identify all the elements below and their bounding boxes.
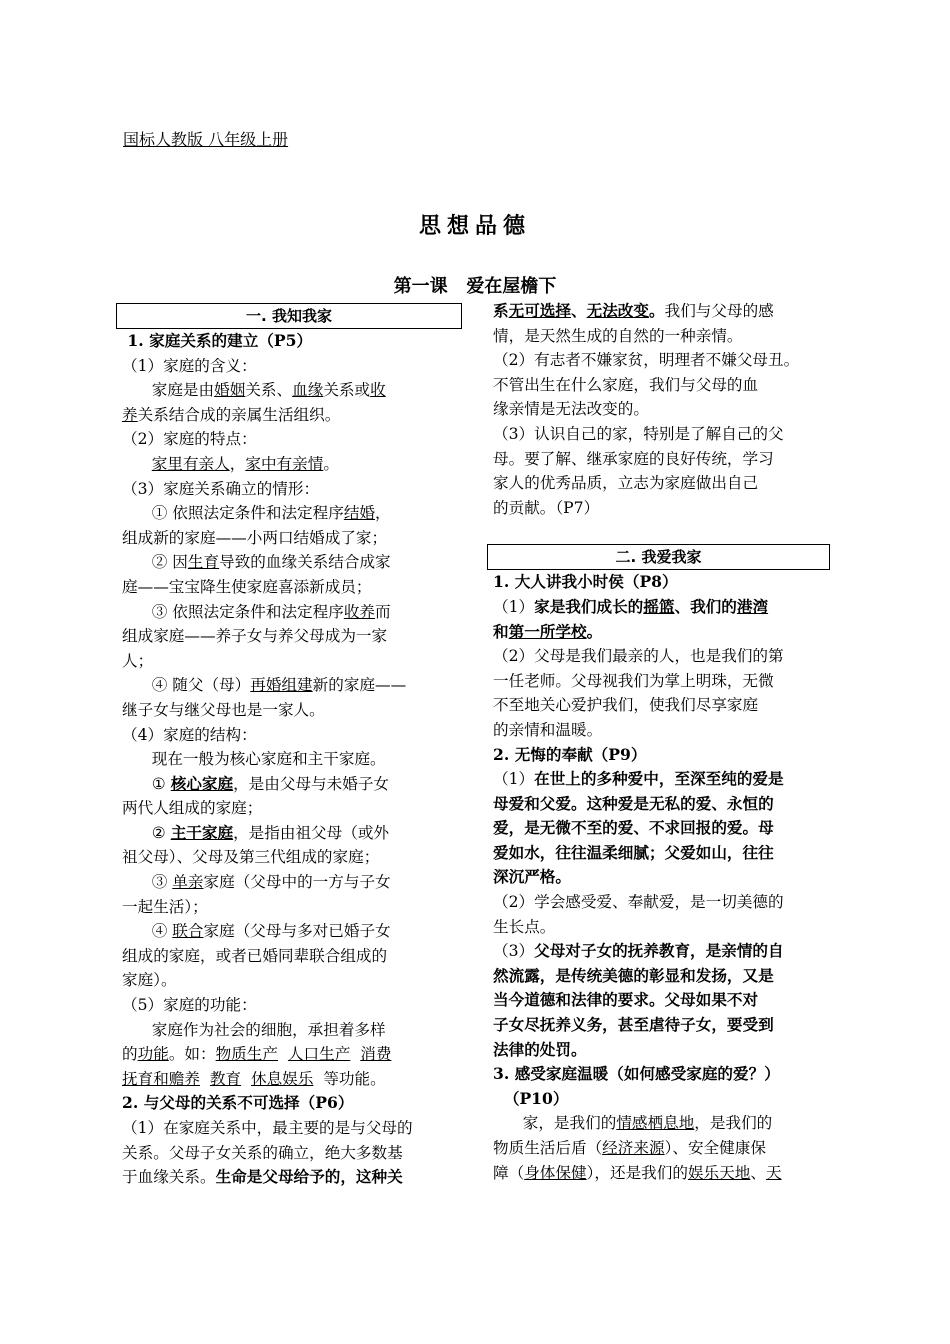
text-line [493, 792, 838, 817]
text-line [122, 624, 462, 649]
text-line [122, 378, 462, 403]
text-run: 功能 [137, 1045, 169, 1064]
text-run: 婚姻 [214, 381, 246, 400]
text-line [493, 570, 838, 595]
text-line [122, 452, 462, 477]
text-run: 无法改变 [586, 301, 649, 320]
text-line [493, 669, 838, 694]
text-line [493, 397, 838, 422]
left-column [122, 303, 462, 1190]
text-line [493, 496, 838, 521]
section-title-box: 二. 我爱我家 [487, 544, 830, 570]
text-line [122, 968, 462, 993]
text-run: 人口生产 [287, 1045, 351, 1064]
text-line [122, 403, 462, 428]
section-title-box: 一. 我知我家 [116, 303, 462, 329]
text-line [122, 870, 462, 895]
text-run: 娱乐天地 [687, 1163, 751, 1182]
text-run: 教育 [209, 1069, 242, 1088]
text-run: 港湾 [736, 596, 769, 616]
text-line [122, 501, 462, 526]
text-run: 不管出生在什么家庭，我们与父母的血 [493, 375, 759, 394]
text-line [493, 1111, 838, 1136]
text-run: 关系结合成的亲属生活组织。 [137, 405, 341, 424]
text-line [493, 1038, 838, 1063]
text-run [350, 1045, 360, 1063]
text-line [122, 550, 462, 575]
text-run: （1）家庭的含义： [122, 356, 257, 375]
text-run: 在世上的多种爱中，至深至纯的爱是 [534, 769, 784, 789]
text-line [122, 1067, 462, 1092]
text-line [493, 644, 838, 669]
text-run: 关系或 [323, 381, 371, 400]
text-run: 经济来源 [602, 1139, 665, 1157]
text-run: 一任老师。父母视我们为掌上明珠，无微 [493, 671, 774, 690]
text-line [122, 796, 462, 821]
text-run: 新的家庭—— [312, 676, 407, 695]
text-run: 等功能。 [313, 1069, 386, 1088]
text-run: 。 [649, 301, 665, 320]
text-run: 深沉严格。 [493, 867, 571, 887]
text-run: （2）家庭的特点： [122, 430, 257, 449]
text-line [493, 841, 838, 866]
text-run: ，是指由祖父母（或外 [233, 823, 390, 842]
text-run: 、 [750, 1163, 766, 1182]
text-run: 家，是我们的 [493, 1114, 617, 1133]
text-run: 、 [571, 301, 587, 320]
text-run: 。 [323, 454, 339, 473]
right-text-lines-a [493, 299, 838, 520]
text-run: 然流露，是传统美德的彰显和发扬，又是 [493, 965, 774, 985]
text-run: （2）有志者不嫌家贫，明理者不嫌父母丑。 [493, 351, 800, 370]
text-run: 组成新的家庭——小两口结婚成了家； [122, 528, 388, 547]
text-run: 情感栖息地 [616, 1114, 695, 1133]
text-run: 收养 [343, 602, 376, 621]
text-run: （2）父母是我们最亲的人，也是我们的第 [493, 647, 784, 666]
text-line [493, 422, 838, 447]
text-run: 继子女与继父母也是一家人。 [122, 700, 325, 719]
text-line [122, 1042, 462, 1067]
text-line [122, 649, 462, 674]
text-run: ）、安全健康保 [664, 1139, 766, 1157]
text-run: 一起生活）； [122, 897, 208, 916]
text-run: ， [375, 504, 391, 523]
text-line [493, 1087, 838, 1112]
text-line [122, 1018, 462, 1043]
text-line [122, 772, 462, 797]
text-run: 的贡献。（P7） [493, 498, 600, 517]
text-run: 关系。父母子女关系的确立，绝大多数基 [122, 1143, 403, 1162]
text-run: 爱如水，往往温柔细腻；父爱如山，往往 [493, 842, 774, 862]
text-run: 子女尽抚养义务，甚至虐待子女，要受到 [493, 1015, 774, 1035]
text-line [493, 1062, 838, 1087]
text-run: 血缘 [292, 381, 324, 400]
text-run: 组成的家庭，或者已婚同辈联合组成的 [122, 946, 388, 965]
text-run [241, 1070, 251, 1088]
text-line [493, 865, 838, 890]
text-line [493, 373, 838, 398]
lesson-title: 第一课 爱在屋檐下 [393, 276, 557, 297]
text-run: ④ 随父（母） [122, 676, 251, 695]
text-run: 母爱和父爱。这种爱是无私的爱、永恒的 [493, 793, 774, 813]
text-line [122, 919, 462, 944]
text-run: 当今道德和法律的要求。父母如果不对 [493, 990, 759, 1010]
text-line [122, 427, 462, 452]
text-line [122, 354, 462, 379]
text-run: 核心家庭 [170, 773, 234, 793]
text-run: （3）认识自己的家，特别是了解自己的父 [493, 424, 784, 443]
text-run: 家庭（父母中的一方与子女 [203, 873, 391, 892]
text-line [493, 743, 838, 768]
text-run: 身体保健 [524, 1163, 587, 1182]
text-run: 生命是父母给予的，这种关 [215, 1167, 403, 1187]
text-run: 联合 [172, 922, 204, 941]
text-run: 1. 大人讲我小时侯（P8） [493, 572, 678, 592]
text-run: 收 [370, 381, 386, 400]
text-run: 生长点。 [493, 917, 556, 936]
text-run: 、我们的 [674, 596, 737, 616]
text-run: ② [122, 823, 171, 842]
text-line [122, 1165, 462, 1190]
text-run: ③ [122, 873, 173, 892]
text-run [200, 1070, 210, 1088]
text-run: 物质生活后盾（ [493, 1139, 603, 1157]
text-line [122, 1141, 462, 1166]
text-run: 祖父母）、父母及第三代组成的家庭； [122, 848, 380, 867]
text-run: 家庭）。 [122, 971, 177, 990]
text-run: 家庭（父母与多对已婚子女 [203, 922, 391, 941]
text-line [493, 964, 838, 989]
text-run: 和 [493, 621, 509, 641]
text-line [493, 447, 838, 472]
text-run: （P10） [493, 1088, 569, 1108]
text-run: 庭——宝宝降生使家庭喜添新成员； [122, 577, 372, 596]
text-run: 1. 家庭关系的建立（P5） [122, 331, 313, 350]
text-run: 2. 与父母的关系不可选择（P6） [122, 1093, 354, 1113]
text-line [122, 698, 462, 723]
text-line [122, 747, 462, 772]
text-run: 家庭作为社会的细胞，承担着多样 [122, 1020, 386, 1039]
text-line [122, 944, 462, 969]
text-line [122, 821, 462, 846]
text-run: 关系、 [245, 381, 293, 400]
text-line [493, 348, 838, 373]
text-run: （3） [493, 942, 535, 961]
text-run: ① [122, 774, 171, 793]
text-run: 物质生产 [215, 1045, 278, 1064]
text-run: （3）家庭关系确立的情形： [122, 479, 320, 498]
text-line [122, 1116, 462, 1141]
text-run: ④ [122, 922, 173, 941]
text-run: 两代人组成的家庭； [122, 799, 263, 818]
text-run [278, 1045, 288, 1063]
left-text-lines [122, 329, 462, 1190]
text-line [493, 718, 838, 743]
text-line [122, 1091, 462, 1116]
text-line [122, 575, 462, 600]
text-run: 。 [586, 621, 603, 641]
text-run: 系 [493, 301, 509, 320]
text-line [122, 993, 462, 1018]
text-run: 结婚 [343, 504, 376, 523]
text-run: 消费 [360, 1045, 392, 1064]
text-run: 我们与父母的感 [664, 302, 774, 320]
text-line [122, 895, 462, 920]
text-run: 导致的血缘关系结合成家 [219, 553, 391, 572]
text-run: 于血缘关系。 [122, 1168, 216, 1187]
text-run: 而 [375, 602, 391, 621]
text-run: 主干家庭 [170, 822, 234, 842]
text-run: 天 [765, 1163, 782, 1182]
text-run: 抚育和赡养 [122, 1069, 200, 1088]
text-run: ，是由父母与未婚子女 [233, 774, 390, 793]
text-line [493, 1161, 838, 1186]
text-run: （5）家庭的功能： [122, 996, 257, 1015]
text-line [122, 600, 462, 625]
text-run: 3. 感受家庭温暖（如何感受家庭的爱？） [493, 1064, 780, 1084]
text-run: ，是我们的 [694, 1114, 773, 1133]
text-run: 家里有亲人 [151, 454, 230, 473]
text-line [122, 329, 462, 354]
text-line [493, 988, 838, 1013]
text-line [122, 673, 462, 698]
text-run: 家是我们成长的 [534, 596, 644, 616]
text-run: 法律的处罚。 [493, 1039, 587, 1059]
text-line [122, 526, 462, 551]
text-line [122, 477, 462, 502]
text-line [493, 890, 838, 915]
text-run: 家庭是由 [122, 381, 215, 400]
text-run: 休息娱乐 [251, 1069, 314, 1088]
text-run: （4）家庭的结构： [122, 725, 257, 744]
right-column [493, 299, 838, 1185]
text-run: ， [229, 454, 246, 473]
text-run: 不至地关心爱护我们，使我们尽享家庭 [493, 696, 759, 715]
text-line [493, 915, 838, 940]
edition-label: 国标人教版 八年级上册 [123, 130, 289, 149]
text-run: 组成家庭——养子女与养父母成为一家 [122, 627, 388, 646]
text-line [493, 471, 838, 496]
text-run: 的亲情和温暖。 [493, 720, 603, 739]
text-run: ），还是我们的 [586, 1163, 688, 1182]
text-run: 现在一般为核心家庭和主干家庭。 [122, 750, 386, 769]
text-run: 父母对子女的抚养教育，是亲情的自 [534, 941, 784, 961]
text-run: 再婚组建 [250, 676, 313, 695]
text-line [493, 767, 838, 792]
text-line [493, 1013, 838, 1038]
text-line [493, 816, 838, 841]
text-run: 情，是天然生成的自然的一种亲情。 [493, 326, 743, 345]
text-line [122, 723, 462, 748]
text-run: 的 [122, 1045, 138, 1064]
spacer [493, 520, 838, 544]
text-run: ② 因 [122, 553, 188, 572]
text-line [493, 1136, 838, 1161]
text-line [122, 845, 462, 870]
text-line [493, 620, 838, 645]
text-line [493, 939, 838, 964]
text-run: 家中有亲情 [245, 454, 324, 473]
text-line [493, 693, 838, 718]
text-run: （2）学会感受爱、奉献爱，是一切美德的 [493, 893, 784, 912]
text-run: 障（ [493, 1163, 525, 1182]
text-run: （1） [493, 597, 535, 616]
text-line [493, 324, 838, 349]
text-run: ③ 依照法定条件和法定程序 [122, 602, 344, 621]
text-run: （1） [493, 770, 535, 789]
text-run: 人； [122, 651, 154, 670]
right-text-lines-b [493, 570, 838, 1185]
text-run: 无可选择 [508, 301, 571, 320]
text-run: 摇篮 [643, 596, 675, 616]
text-run: ① 依照法定条件和法定程序 [122, 504, 344, 523]
text-run: 单亲 [172, 873, 204, 892]
text-line [493, 299, 838, 324]
text-run: 家人的优秀品质，立志为家庭做出自己 [493, 474, 759, 493]
text-run: 2. 无悔的奉献（P9） [493, 744, 647, 764]
text-run: （1）在家庭关系中，最主要的是与父母的 [122, 1119, 413, 1137]
text-run: 爱，是无微不至的爱、不求回报的爱。母 [493, 818, 774, 838]
text-run: 母。要了解、继承家庭的良好传统，学习 [493, 449, 774, 468]
text-run: 。如： [168, 1045, 216, 1064]
text-run [122, 455, 152, 473]
text-run: 第一所学校 [508, 621, 587, 641]
text-run: 养 [122, 405, 138, 424]
text-line [493, 595, 838, 620]
subject-title: 思想品德 [418, 214, 531, 239]
text-run: 生育 [187, 553, 220, 572]
text-run: 缘亲情是无法改变的。 [493, 400, 649, 419]
